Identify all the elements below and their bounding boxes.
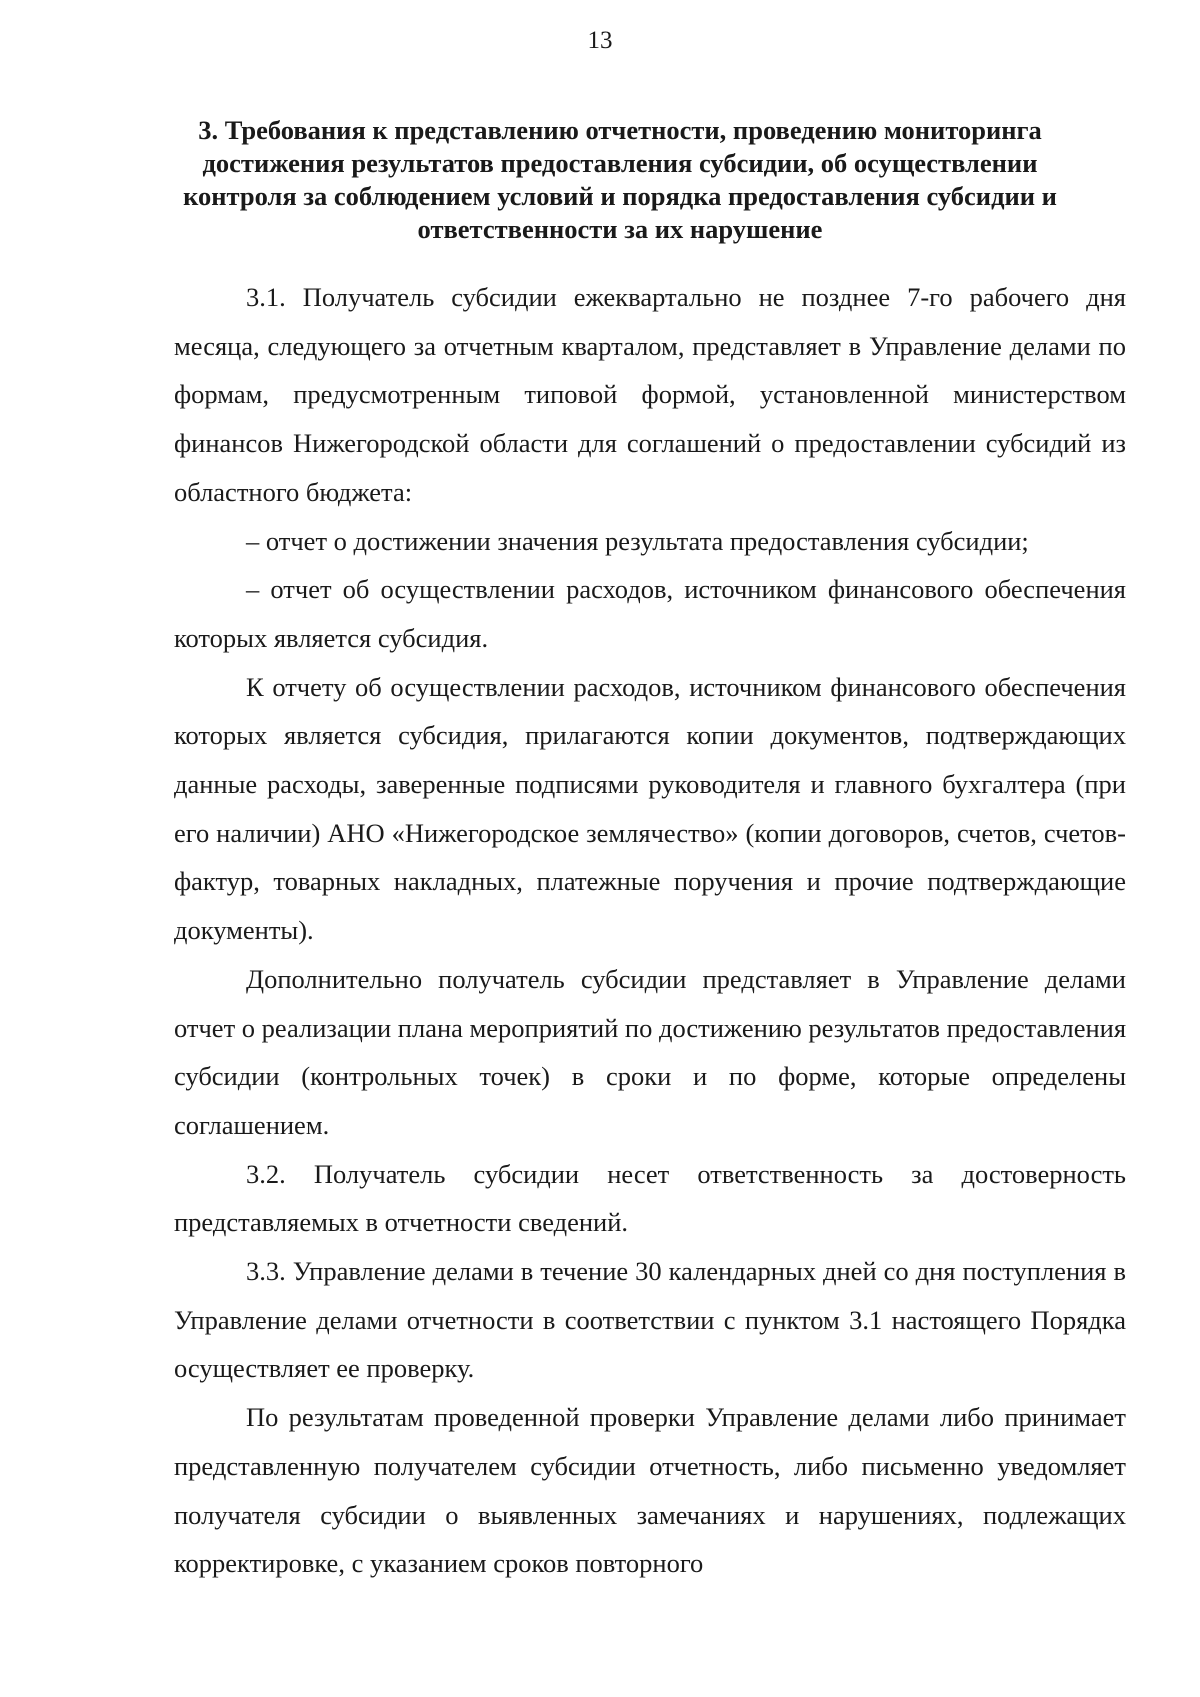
list-item-report-expenses: – отчет об осуществлении расходов, источником финансового обеспечения которых является субсидия.: [174, 574, 1126, 653]
document-body: [174, 273, 1126, 1588]
paragraph-additional-report: Дополнительно получатель субсидии представляет в Управление делами отчет о реализации плана мероприятий по достижению результатов предоставления субсидии (контрольных точек) в сроки и по форме, которые определены соглашением.: [174, 963, 1127, 1140]
list-item-report-result: – отчет о достижении значения результата предоставления субсидии;: [246, 525, 1029, 556]
paragraph-attachments: К отчету об осуществлении расходов, источником финансового обеспечения которых является субсидия, прилагаются копии документов, подтверждающих данные расходы, заверенные подписями руководителя и главного бухгалтера (при его наличии) АНО «Нижегородское землячество» (копии договоров, счетов, счетов-фактур, товарных накладных, платежные поручения и прочие подтверждающие документы).: [174, 671, 1126, 946]
paragraph-review-results: По результатам проведенной проверки Управление делами либо принимает представленную получателем субсидии отчетность, либо письменно уведомляет получателя субсидии о выявленных замечаниях и нарушениях, подлежащих корректировке, с указанием сроков повторного: [174, 1402, 1126, 1579]
paragraph-3-3: 3.3. Управление делами в течение 30 календарных дней со дня поступления в Управление делами отчетности в соответствии с пунктом 3.1 настоящего Порядка осуществляет ее проверку.: [174, 1256, 1126, 1384]
paragraph-3-1: 3.1. Получатель субсидии ежеквартально не позднее 7-го рабочего дня месяца, следующего за отчетным кварталом, представляет в Управление делами по формам, предусмотренным типовой формой, установленной министерством финансов Нижегородской области для соглашений о предоставлении субсидий из областного бюджета:: [174, 282, 1126, 507]
page-number: 13: [587, 27, 613, 54]
section-heading: 3. Требования к представлению отчетности, проведению мониторинга достижения результатов предоставления субсидии, об осуществлении контроля за соблюдением условий и порядка предоставления субсидии и ответственности за их нарушение: [183, 115, 1057, 244]
paragraph-3-2: 3.2. Получатель субсидии несет ответственность за достоверность представляемых в отчетности сведений.: [174, 1158, 1126, 1238]
